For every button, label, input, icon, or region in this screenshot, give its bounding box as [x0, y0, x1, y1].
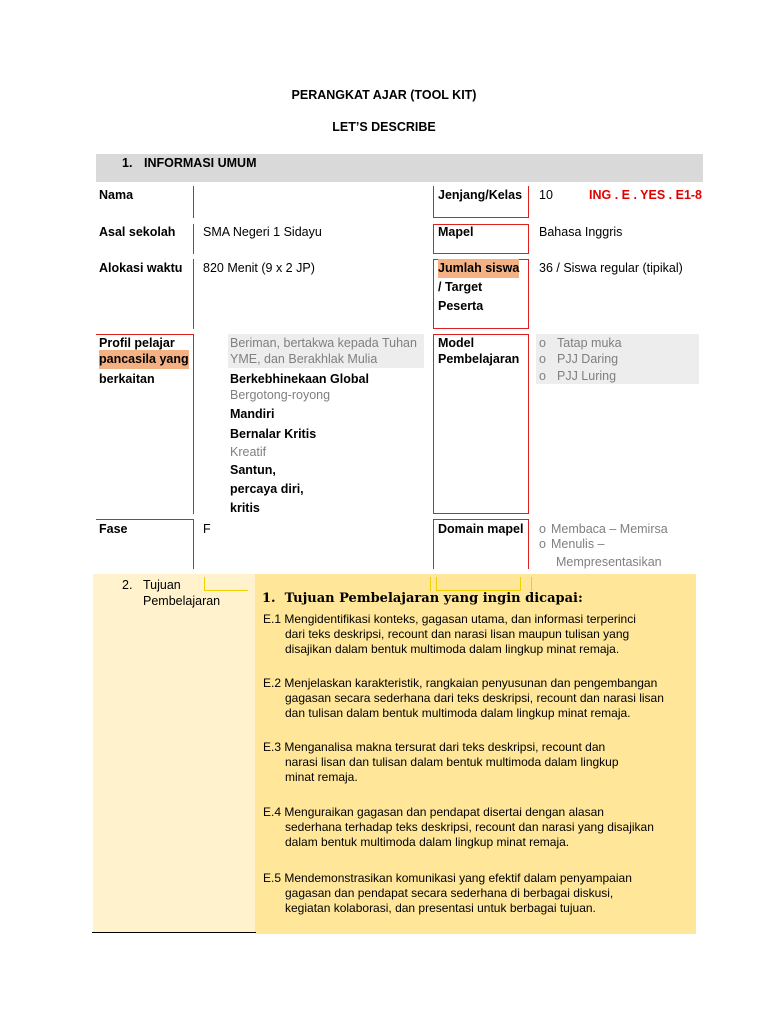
table-border [433, 217, 529, 218]
table-border [193, 186, 194, 218]
mapel-value: Bahasa Inggris [539, 225, 623, 239]
curriculum-code: ING . E . YES . E1-8 [589, 188, 703, 202]
mapel-label: Mapel [438, 225, 474, 239]
section2-label-2: Pembelajaran [143, 594, 221, 608]
table-border [433, 259, 434, 329]
jumlah-siswa-label: Jumlah siswa [438, 259, 519, 278]
section2-label: Tujuan [143, 578, 181, 592]
document-title: PERANGKAT AJAR (TOOL KIT) [291, 88, 477, 102]
table-border [520, 577, 521, 591]
alokasi-value: 820 Menit (9 x 2 JP) [203, 261, 315, 275]
nama-label: Nama [99, 188, 134, 202]
asal-sekolah-value: SMA Negeri 1 Sidayu [203, 225, 322, 239]
profil-item: Bernalar Kritis [230, 427, 317, 441]
table-border [204, 590, 248, 591]
profil-label-3: berkaitan [99, 372, 155, 386]
bullet-icon: o [539, 369, 546, 383]
table-border [204, 577, 205, 591]
profil-item: Kreatif [230, 445, 267, 459]
domain-item: o Menulis – [539, 535, 605, 554]
profil-item: Mandiri [230, 407, 275, 421]
bullet-icon: o [539, 336, 546, 350]
table-border [433, 334, 434, 514]
table-border [193, 334, 194, 514]
model-item: o PJJ Luring [539, 367, 616, 386]
objectives-heading: 1. Tujuan Pembelajaran yang ingin dicapai: [262, 591, 583, 606]
alokasi-label: Alokasi waktu [99, 261, 183, 275]
model-label: Model [438, 336, 475, 350]
section2-bottom-border [92, 932, 256, 933]
table-border [430, 577, 431, 591]
table-border [433, 519, 434, 569]
table-border [528, 186, 529, 218]
model-item: o PJJ Daring [539, 350, 618, 369]
section2-left-cell [93, 574, 255, 932]
section1-label: INFORMASI UMUM [144, 156, 257, 170]
fase-label: Fase [99, 522, 128, 536]
jumlah-siswa-label-3: Peserta [438, 299, 484, 313]
table-border [528, 259, 529, 329]
domain-item: o Membaca – Memirsa [539, 520, 668, 539]
jenjang-label: Jenjang/Kelas [438, 188, 523, 202]
fase-value: F [203, 522, 211, 536]
table-border [193, 259, 194, 329]
profil-item: percaya diri, [230, 482, 304, 496]
table-border [528, 334, 529, 514]
table-border [528, 519, 529, 569]
model-label-2: Pembelajaran [438, 352, 520, 366]
objective-e3: E.3 Menganalisa makna tersurat dari teks deskripsi, recount dan narasi lisan dan tulisan dalam bentuk multimoda dalam lingkup minat remaja. [263, 740, 619, 784]
profil-item: Santun, [230, 463, 276, 477]
profil-item: Beriman, bertakwa kepada Tuhan [230, 336, 417, 350]
table-border [193, 519, 194, 569]
jenjang-value: 10 [539, 188, 553, 202]
section1-number: 1. [122, 156, 133, 170]
profil-item: Bergotong-royong [230, 388, 331, 402]
table-border [433, 224, 434, 254]
bullet-icon: o [539, 352, 546, 366]
section2-number: 2. [122, 578, 133, 592]
jumlah-siswa-label-2: / Target [438, 280, 483, 294]
bullet-icon: o [539, 522, 546, 536]
table-border [528, 224, 529, 254]
profil-item: kritis [230, 501, 260, 515]
section1-header [96, 154, 703, 182]
asal-sekolah-label: Asal sekolah [99, 225, 176, 239]
model-item: o Tatap muka [539, 334, 622, 353]
table-border [433, 328, 529, 329]
objective-e4: E.4 Menguraikan gagasan dan pendapat disertai dengan alasan sederhana terhadap teks deskripsi, recount dan narasi yang disajikan dalam bentuk multimoda dalam lingkup minat remaja. [263, 805, 654, 849]
table-border [531, 577, 532, 591]
profil-item: Berkebhinekaan Global [230, 372, 369, 386]
bullet-icon: o [539, 537, 546, 551]
objective-e2: E.2 Menjelaskan karakteristik, rangkaian penyusunan dan pengembangan gagasan secara sederhana dari teks deskripsi, recount dan narasi lisan dan tulisan dalam bentuk multimoda dalam lingkup minat remaja. [263, 676, 664, 720]
table-border [436, 577, 437, 591]
objective-e5: E.5 Mendemonstrasikan komunikasi yang efektif dalam penyampaian gagasan dan pendapat secara sederhana di berbagai diskusi, kegiatan kolaborasi, dan presentasi untuk berbagai tujuan. [263, 871, 632, 915]
table-border [433, 513, 529, 514]
objective-e1: E.1 Mengidentifikasi konteks, gagasan utama, dan informasi terperinci dari teks deskripsi, recount dan narasi lisan maupun tulisan yang disajikan dalam bentuk multimoda dalam lingkup minat remaja. [263, 612, 636, 656]
profil-label-2: pancasila yang [99, 350, 189, 369]
table-border [433, 186, 434, 218]
table-border [193, 224, 194, 254]
document-subtitle: LET’S DESCRIBE [332, 120, 436, 134]
profil-label: Profil pelajar [99, 336, 175, 350]
jumlah-siswa-value: 36 / Siswa regular (tipikal) [539, 261, 683, 275]
profil-item: YME, dan Berakhlak Mulia [230, 352, 378, 366]
domain-item: Mempresentasikan [556, 555, 662, 569]
table-border [433, 253, 529, 254]
domain-label: Domain mapel [438, 522, 524, 536]
